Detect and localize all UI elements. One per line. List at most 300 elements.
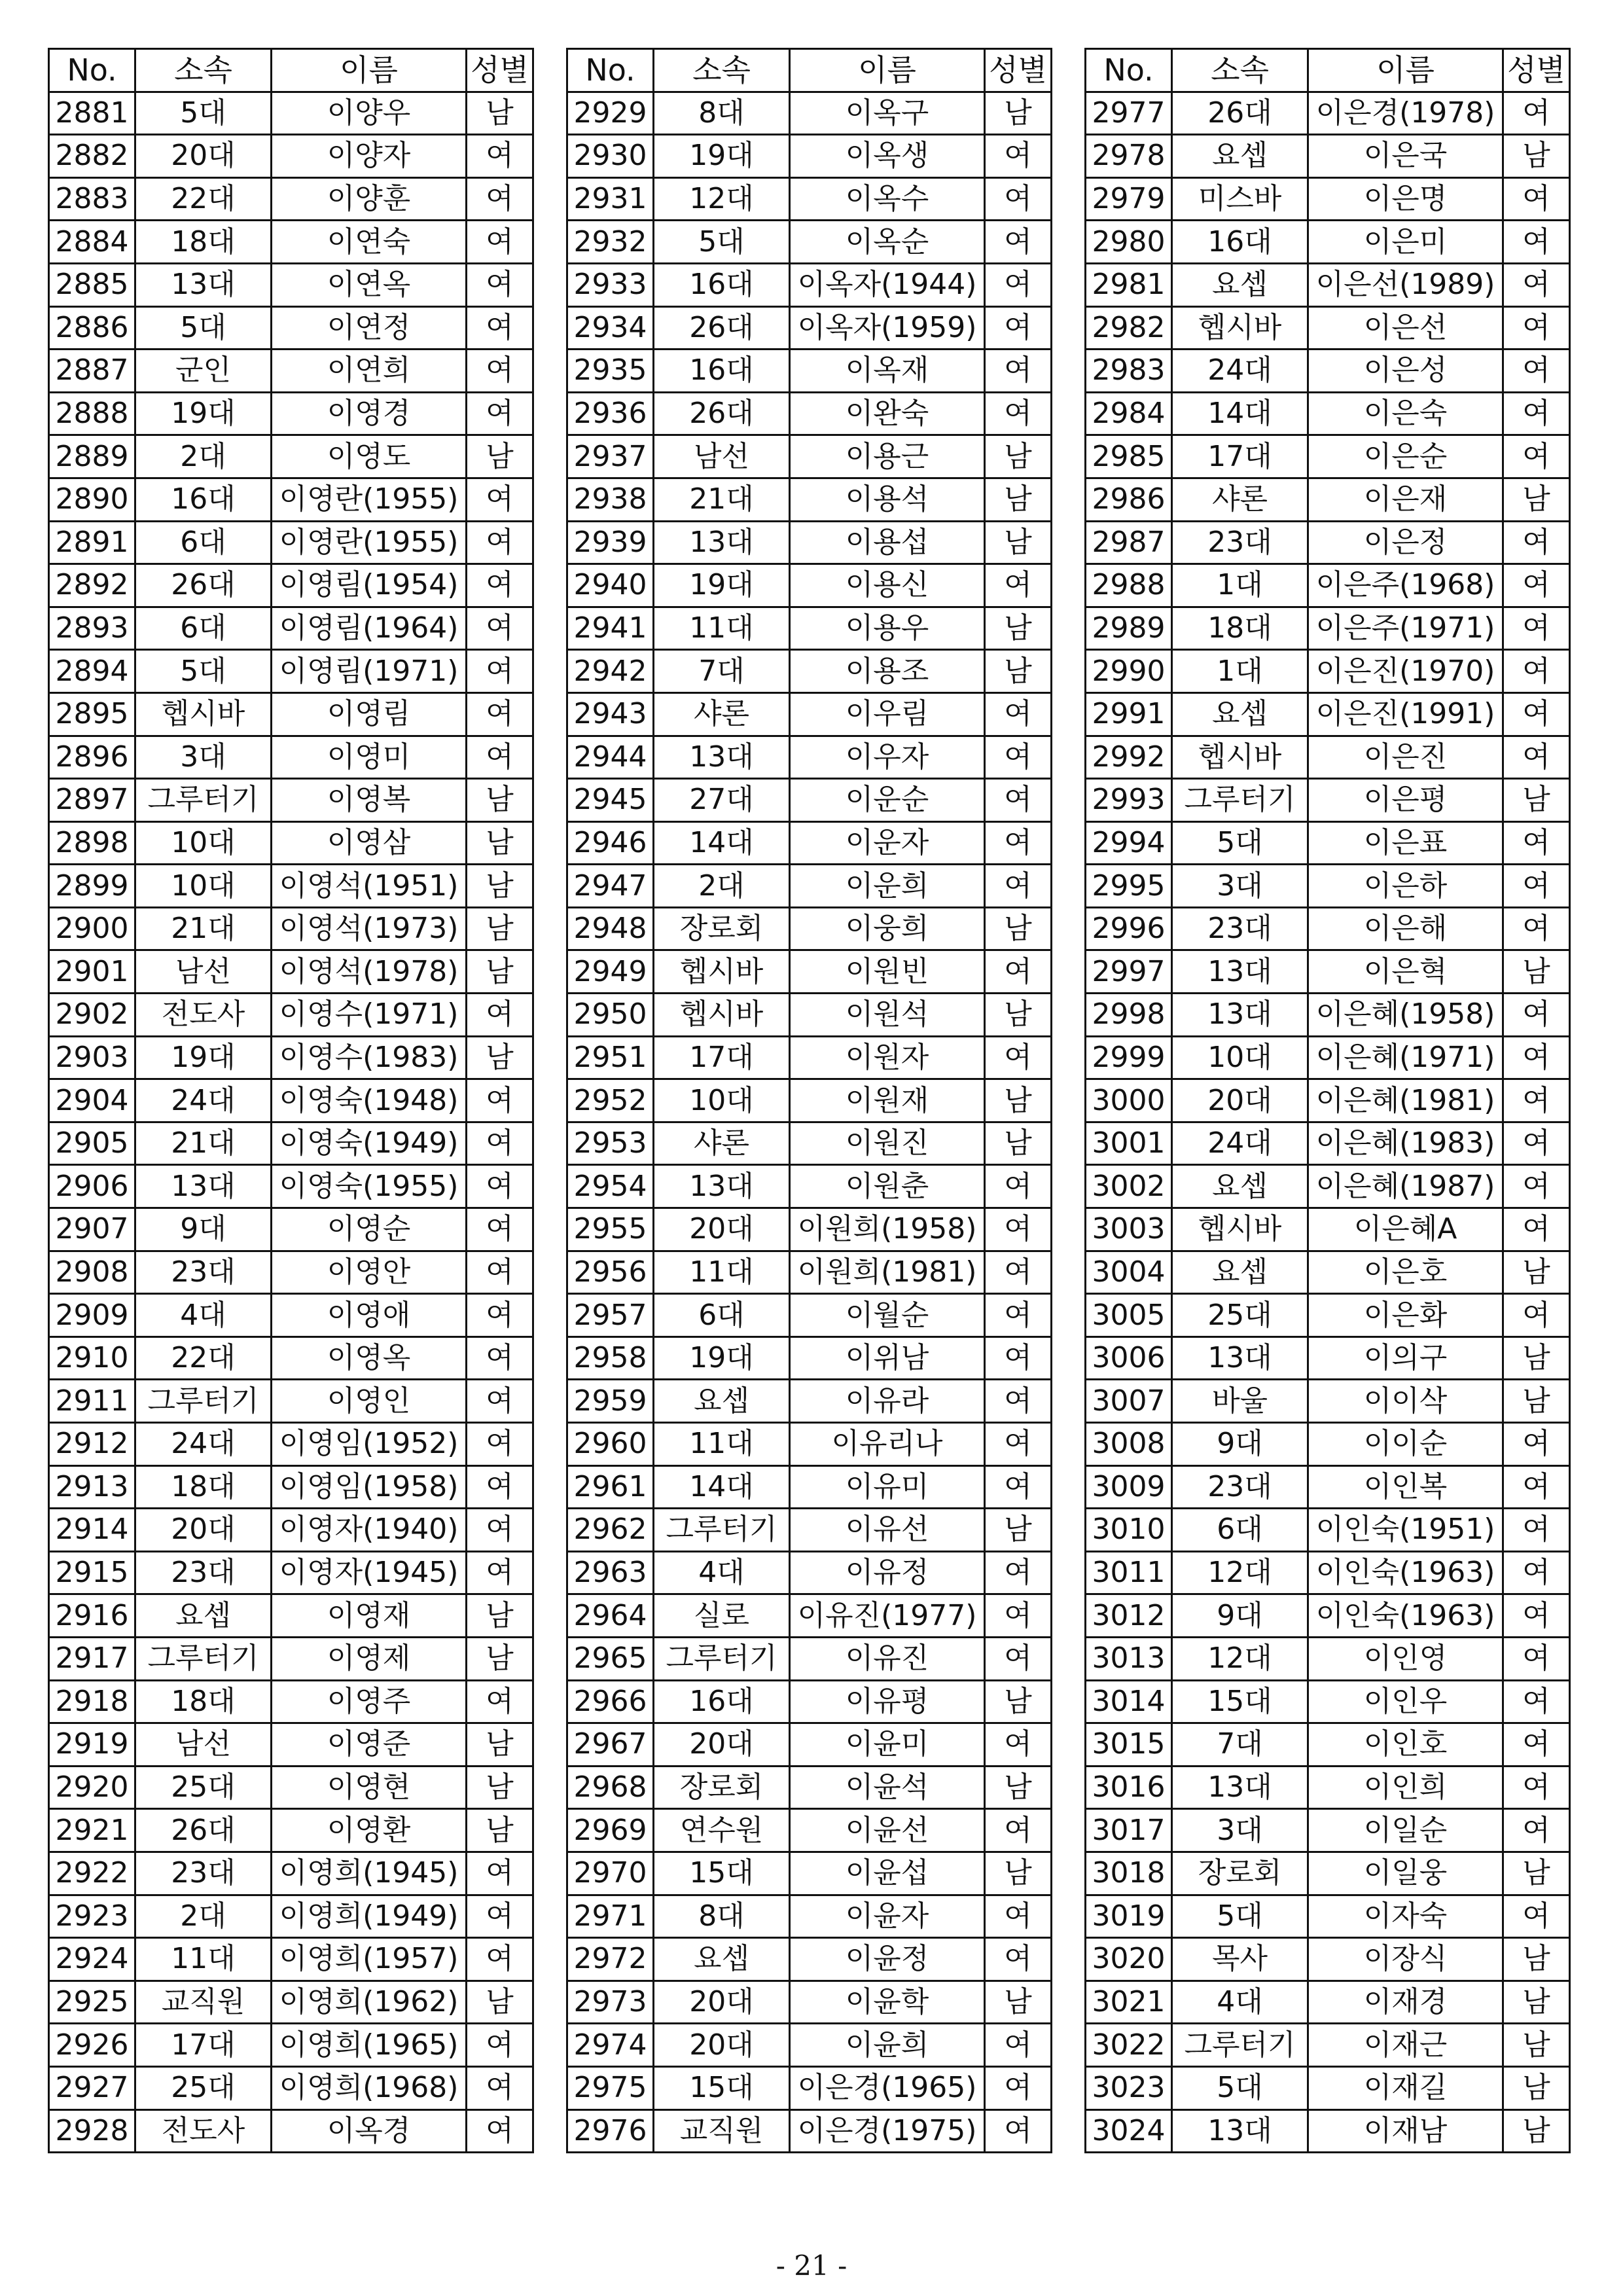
cell-no: 2999 <box>1086 1036 1172 1079</box>
cell-sex: 남 <box>467 1723 533 1767</box>
cell-sex: 여 <box>985 1465 1052 1509</box>
cell-sex: 여 <box>985 865 1052 908</box>
table-row <box>567 1637 1052 1680</box>
cell-unit: 18대 <box>1172 607 1308 650</box>
cell-name: 이옥순 <box>790 221 985 264</box>
table-row <box>567 521 1052 564</box>
cell-name: 이윤희 <box>790 2024 985 2067</box>
cell-unit: 21대 <box>654 478 790 521</box>
table-row <box>567 135 1052 178</box>
cell-sex: 여 <box>467 1551 533 1594</box>
cell-sex: 여 <box>467 350 533 393</box>
table-row <box>567 950 1052 994</box>
table-row <box>567 1380 1052 1423</box>
cell-sex: 남 <box>1503 2109 1570 2153</box>
cell-name: 이윤미 <box>790 1723 985 1767</box>
cell-name: 이일웅 <box>1308 1852 1503 1895</box>
cell-no: 2886 <box>49 306 135 350</box>
cell-no: 2995 <box>1086 865 1172 908</box>
table-row <box>567 478 1052 521</box>
cell-unit: 5대 <box>1172 2066 1308 2109</box>
cell-sex: 여 <box>985 1809 1052 1852</box>
header-no: No. <box>49 49 135 92</box>
table-row <box>49 865 533 908</box>
cell-no: 2976 <box>567 2109 654 2153</box>
cell-no: 2885 <box>49 263 135 306</box>
table-row <box>49 1680 533 1723</box>
cell-no: 2891 <box>49 521 135 564</box>
cell-sex: 여 <box>1503 650 1570 693</box>
cell-name: 이은재 <box>1308 478 1503 521</box>
cell-sex: 여 <box>1503 177 1570 221</box>
cell-name: 이은성 <box>1308 350 1503 393</box>
cell-name: 이영옥 <box>272 1336 467 1380</box>
cell-sex: 여 <box>467 177 533 221</box>
cell-sex: 여 <box>467 1423 533 1466</box>
cell-name: 이양우 <box>272 92 467 135</box>
cell-unit: 전도사 <box>135 2109 272 2153</box>
cell-unit: 5대 <box>1172 821 1308 865</box>
cell-no: 2939 <box>567 521 654 564</box>
cell-name: 이영란(1955) <box>272 521 467 564</box>
table-row <box>1086 564 1570 607</box>
cell-name: 이원춘 <box>790 1165 985 1208</box>
table-row <box>1086 2066 1570 2109</box>
cell-unit: 그루터기 <box>1172 779 1308 822</box>
cell-no: 2942 <box>567 650 654 693</box>
table-row <box>49 994 533 1037</box>
cell-unit: 19대 <box>654 135 790 178</box>
cell-sex: 여 <box>985 221 1052 264</box>
cell-sex: 여 <box>1503 1895 1570 1938</box>
cell-unit: 11대 <box>654 1423 790 1466</box>
cell-name: 이인복 <box>1308 1465 1503 1509</box>
cell-no: 2968 <box>567 1766 654 1809</box>
cell-no: 2966 <box>567 1680 654 1723</box>
cell-sex: 여 <box>467 1294 533 1337</box>
cell-no: 2931 <box>567 177 654 221</box>
table-row <box>1086 1208 1570 1251</box>
cell-no: 2887 <box>49 350 135 393</box>
cell-name: 이은혜(1987) <box>1308 1165 1503 1208</box>
cell-no: 3019 <box>1086 1895 1172 1938</box>
cell-name: 이운자 <box>790 821 985 865</box>
cell-name: 이영복 <box>272 779 467 822</box>
cell-no: 3010 <box>1086 1509 1172 1552</box>
cell-name: 이위남 <box>790 1336 985 1380</box>
cell-unit: 13대 <box>1172 994 1308 1037</box>
cell-sex: 여 <box>1503 736 1570 779</box>
cell-name: 이재경 <box>1308 1981 1503 2024</box>
cell-no: 2963 <box>567 1551 654 1594</box>
table-row <box>567 263 1052 306</box>
cell-no: 2926 <box>49 2024 135 2067</box>
cell-sex: 여 <box>985 821 1052 865</box>
cell-name: 이의구 <box>1308 1336 1503 1380</box>
cell-no: 2941 <box>567 607 654 650</box>
cell-no: 2993 <box>1086 779 1172 822</box>
cell-sex: 여 <box>1503 607 1570 650</box>
cell-no: 2950 <box>567 994 654 1037</box>
table-row <box>1086 779 1570 822</box>
cell-sex: 남 <box>467 1036 533 1079</box>
cell-unit: 9대 <box>1172 1594 1308 1638</box>
table-row <box>1086 1294 1570 1337</box>
cell-sex: 여 <box>467 564 533 607</box>
cell-sex: 여 <box>985 1036 1052 1079</box>
cell-name: 이인영 <box>1308 1637 1503 1680</box>
cell-sex: 여 <box>1503 907 1570 950</box>
cell-name: 이운희 <box>790 865 985 908</box>
cell-unit: 연수원 <box>654 1809 790 1852</box>
cell-sex: 남 <box>1503 1938 1570 1981</box>
table-row <box>49 1380 533 1423</box>
cell-unit: 25대 <box>135 2066 272 2109</box>
cell-no: 2903 <box>49 1036 135 1079</box>
cell-name: 이은혁 <box>1308 950 1503 994</box>
cell-name: 이옥구 <box>790 92 985 135</box>
cell-unit: 17대 <box>654 1036 790 1079</box>
cell-unit: 교직원 <box>654 2109 790 2153</box>
cell-unit: 17대 <box>1172 435 1308 478</box>
cell-sex: 여 <box>985 392 1052 435</box>
cell-no: 2924 <box>49 1938 135 1981</box>
cell-unit: 20대 <box>135 135 272 178</box>
cell-sex: 여 <box>985 2066 1052 2109</box>
table-row <box>49 1551 533 1594</box>
table-row <box>1086 1079 1570 1122</box>
cell-name: 이영희(1962) <box>272 1981 467 2024</box>
cell-no: 2930 <box>567 135 654 178</box>
table-row <box>1086 1551 1570 1594</box>
cell-name: 이은진(1970) <box>1308 650 1503 693</box>
cell-unit: 16대 <box>654 350 790 393</box>
table-row <box>1086 907 1570 950</box>
cell-sex: 여 <box>985 779 1052 822</box>
cell-unit: 샤론 <box>654 692 790 736</box>
cell-name: 이영수(1971) <box>272 994 467 1037</box>
cell-name: 이유진(1977) <box>790 1594 985 1638</box>
cell-unit: 요셉 <box>1172 263 1308 306</box>
cell-no: 2972 <box>567 1938 654 1981</box>
cell-no: 3000 <box>1086 1079 1172 1122</box>
cell-no: 2945 <box>567 779 654 822</box>
cell-no: 2929 <box>567 92 654 135</box>
cell-no: 2933 <box>567 263 654 306</box>
cell-unit: 헵시바 <box>654 994 790 1037</box>
cell-name: 이영미 <box>272 736 467 779</box>
table-row <box>1086 1723 1570 1767</box>
cell-name: 이원희(1981) <box>790 1251 985 1294</box>
cell-sex: 여 <box>1503 1036 1570 1079</box>
cell-no: 3008 <box>1086 1423 1172 1466</box>
cell-unit: 25대 <box>1172 1294 1308 1337</box>
cell-name: 이은해 <box>1308 907 1503 950</box>
cell-sex: 여 <box>467 306 533 350</box>
cell-name: 이윤정 <box>790 1938 985 1981</box>
cell-unit: 2대 <box>654 865 790 908</box>
cell-sex: 여 <box>467 736 533 779</box>
cell-sex: 여 <box>1503 435 1570 478</box>
cell-unit: 13대 <box>654 521 790 564</box>
cell-unit: 12대 <box>1172 1637 1308 1680</box>
cell-unit: 군인 <box>135 350 272 393</box>
cell-no: 2964 <box>567 1594 654 1638</box>
table-row <box>49 1723 533 1767</box>
cell-no: 2909 <box>49 1294 135 1337</box>
table-row <box>49 478 533 521</box>
table-row <box>49 1637 533 1680</box>
table-row <box>49 1208 533 1251</box>
cell-name: 이은혜(1971) <box>1308 1036 1503 1079</box>
table-row <box>49 392 533 435</box>
cell-no: 3002 <box>1086 1165 1172 1208</box>
cell-no: 3022 <box>1086 2024 1172 2067</box>
cell-name: 이은선(1989) <box>1308 263 1503 306</box>
cell-name: 이영삼 <box>272 821 467 865</box>
cell-no: 2910 <box>49 1336 135 1380</box>
cell-name: 이영림 <box>272 692 467 736</box>
cell-no: 3011 <box>1086 1551 1172 1594</box>
cell-unit: 교직원 <box>135 1981 272 2024</box>
cell-name: 이영림(1954) <box>272 564 467 607</box>
table-row <box>49 1981 533 2024</box>
table-row <box>49 435 533 478</box>
cell-sex: 여 <box>1503 221 1570 264</box>
cell-unit: 헵시바 <box>1172 736 1308 779</box>
cell-sex: 여 <box>985 1251 1052 1294</box>
cell-name: 이영준 <box>272 1723 467 1767</box>
cell-unit: 22대 <box>135 1336 272 1380</box>
cell-name: 이유라 <box>790 1380 985 1423</box>
cell-sex: 여 <box>1503 821 1570 865</box>
cell-name: 이은호 <box>1308 1251 1503 1294</box>
table-row <box>567 650 1052 693</box>
cell-name: 이재길 <box>1308 2066 1503 2109</box>
cell-no: 2897 <box>49 779 135 822</box>
cell-unit: 헵시바 <box>1172 1208 1308 1251</box>
table-row <box>49 1294 533 1337</box>
table-row <box>1086 350 1570 393</box>
cell-name: 이은혜(1981) <box>1308 1079 1503 1122</box>
table-row <box>567 1895 1052 1938</box>
cell-no: 2901 <box>49 950 135 994</box>
member-table-1 <box>48 48 534 2153</box>
table-row <box>567 1551 1052 1594</box>
cell-unit: 16대 <box>654 263 790 306</box>
cell-unit: 10대 <box>654 1079 790 1122</box>
header-unit: 소속 <box>1172 49 1308 92</box>
cell-no: 3012 <box>1086 1594 1172 1638</box>
cell-name: 이영경 <box>272 392 467 435</box>
cell-unit: 4대 <box>135 1294 272 1337</box>
cell-no: 2980 <box>1086 221 1172 264</box>
table-row <box>1086 994 1570 1037</box>
cell-name: 이영인 <box>272 1380 467 1423</box>
table-row <box>567 1036 1052 1079</box>
cell-unit: 20대 <box>135 1509 272 1552</box>
cell-name: 이원진 <box>790 1122 985 1165</box>
cell-name: 이원석 <box>790 994 985 1037</box>
cell-sex: 남 <box>985 1852 1052 1895</box>
table-row <box>567 2066 1052 2109</box>
cell-no: 2892 <box>49 564 135 607</box>
cell-unit: 11대 <box>654 607 790 650</box>
cell-unit: 26대 <box>654 306 790 350</box>
cell-sex: 여 <box>1503 1122 1570 1165</box>
cell-no: 2919 <box>49 1723 135 1767</box>
cell-unit: 23대 <box>1172 521 1308 564</box>
cell-name: 이유선 <box>790 1509 985 1552</box>
cell-name: 이은평 <box>1308 779 1503 822</box>
table-row <box>49 1036 533 1079</box>
table-row <box>49 650 533 693</box>
cell-name: 이연옥 <box>272 263 467 306</box>
cell-unit: 18대 <box>135 1465 272 1509</box>
cell-unit: 21대 <box>135 1122 272 1165</box>
cell-no: 2958 <box>567 1336 654 1380</box>
cell-sex: 여 <box>467 1165 533 1208</box>
cell-sex: 남 <box>1503 478 1570 521</box>
cell-name: 이은경(1975) <box>790 2109 985 2153</box>
cell-no: 2932 <box>567 221 654 264</box>
cell-no: 2979 <box>1086 177 1172 221</box>
cell-sex: 남 <box>1503 1251 1570 1294</box>
table-row <box>567 564 1052 607</box>
table-row <box>567 1079 1052 1122</box>
cell-unit: 19대 <box>135 1036 272 1079</box>
cell-unit: 20대 <box>654 1981 790 2024</box>
cell-sex: 여 <box>1503 92 1570 135</box>
cell-no: 2899 <box>49 865 135 908</box>
cell-no: 2895 <box>49 692 135 736</box>
cell-unit: 11대 <box>654 1251 790 1294</box>
header-sex: 성별 <box>985 49 1052 92</box>
cell-name: 이윤석 <box>790 1766 985 1809</box>
cell-no: 2936 <box>567 392 654 435</box>
cell-unit: 헵시바 <box>135 692 272 736</box>
cell-sex: 여 <box>985 1208 1052 1251</box>
cell-unit: 19대 <box>654 564 790 607</box>
cell-unit: 13대 <box>1172 1336 1308 1380</box>
cell-sex: 여 <box>467 1852 533 1895</box>
cell-unit: 남선 <box>654 435 790 478</box>
cell-name: 이완숙 <box>790 392 985 435</box>
table-row <box>49 607 533 650</box>
cell-no: 2971 <box>567 1895 654 1938</box>
header-name: 이름 <box>790 49 985 92</box>
table-row <box>1086 1036 1570 1079</box>
cell-sex: 여 <box>1503 1465 1570 1509</box>
table-row <box>567 1294 1052 1337</box>
table-row <box>567 221 1052 264</box>
table-row <box>49 1852 533 1895</box>
table-row <box>1086 1380 1570 1423</box>
cell-sex: 여 <box>1503 564 1570 607</box>
cell-sex: 여 <box>1503 1079 1570 1122</box>
cell-no: 3004 <box>1086 1251 1172 1294</box>
cell-unit: 24대 <box>1172 350 1308 393</box>
cell-name: 이유평 <box>790 1680 985 1723</box>
table-row <box>1086 1336 1570 1380</box>
cell-no: 3009 <box>1086 1465 1172 1509</box>
cell-no: 2927 <box>49 2066 135 2109</box>
cell-name: 이영희(1968) <box>272 2066 467 2109</box>
cell-unit: 5대 <box>135 650 272 693</box>
cell-no: 2970 <box>567 1852 654 1895</box>
cell-name: 이영림(1964) <box>272 607 467 650</box>
cell-no: 3013 <box>1086 1637 1172 1680</box>
table-row <box>1086 263 1570 306</box>
cell-unit: 그루터기 <box>1172 2024 1308 2067</box>
cell-no: 2915 <box>49 1551 135 1594</box>
cell-name: 이은명 <box>1308 177 1503 221</box>
cell-no: 2928 <box>49 2109 135 2153</box>
cell-name: 이영숙(1955) <box>272 1165 467 1208</box>
cell-sex: 여 <box>467 263 533 306</box>
cell-unit: 전도사 <box>135 994 272 1037</box>
table-row <box>567 392 1052 435</box>
cell-name: 이은숙 <box>1308 392 1503 435</box>
cell-unit: 25대 <box>135 1766 272 1809</box>
cell-name: 이은진 <box>1308 736 1503 779</box>
cell-name: 이용조 <box>790 650 985 693</box>
cell-sex: 여 <box>1503 692 1570 736</box>
cell-unit: 요셉 <box>1172 1165 1308 1208</box>
cell-sex: 남 <box>467 907 533 950</box>
cell-sex: 남 <box>985 607 1052 650</box>
cell-no: 2898 <box>49 821 135 865</box>
cell-no: 2992 <box>1086 736 1172 779</box>
cell-unit: 5대 <box>135 306 272 350</box>
table-row <box>1086 1981 1570 2024</box>
table-row <box>1086 2024 1570 2067</box>
cell-sex: 여 <box>1503 1594 1570 1638</box>
cell-unit: 6대 <box>135 521 272 564</box>
cell-sex: 남 <box>467 435 533 478</box>
table-row <box>49 2066 533 2109</box>
cell-no: 2988 <box>1086 564 1172 607</box>
cell-name: 이원희(1958) <box>790 1208 985 1251</box>
table-row <box>567 1766 1052 1809</box>
cell-no: 2894 <box>49 650 135 693</box>
cell-no: 2987 <box>1086 521 1172 564</box>
cell-name: 이유정 <box>790 1551 985 1594</box>
table-row <box>1086 650 1570 693</box>
cell-name: 이은주(1968) <box>1308 564 1503 607</box>
cell-name: 이옥생 <box>790 135 985 178</box>
cell-unit: 바울 <box>1172 1380 1308 1423</box>
cell-sex: 여 <box>1503 1509 1570 1552</box>
cell-no: 3024 <box>1086 2109 1172 2153</box>
cell-no: 2955 <box>567 1208 654 1251</box>
cell-no: 2957 <box>567 1294 654 1337</box>
cell-name: 이운순 <box>790 779 985 822</box>
cell-no: 3020 <box>1086 1938 1172 1981</box>
cell-name: 이은혜(1958) <box>1308 994 1503 1037</box>
cell-unit: 5대 <box>654 221 790 264</box>
cell-no: 3006 <box>1086 1336 1172 1380</box>
cell-unit: 23대 <box>1172 1465 1308 1509</box>
cell-no: 2916 <box>49 1594 135 1638</box>
cell-name: 이이삭 <box>1308 1380 1503 1423</box>
table-row <box>1086 392 1570 435</box>
cell-unit: 14대 <box>654 1465 790 1509</box>
cell-unit: 14대 <box>1172 392 1308 435</box>
cell-sex: 여 <box>985 692 1052 736</box>
cell-sex: 여 <box>467 1938 533 1981</box>
cell-sex: 여 <box>467 1208 533 1251</box>
